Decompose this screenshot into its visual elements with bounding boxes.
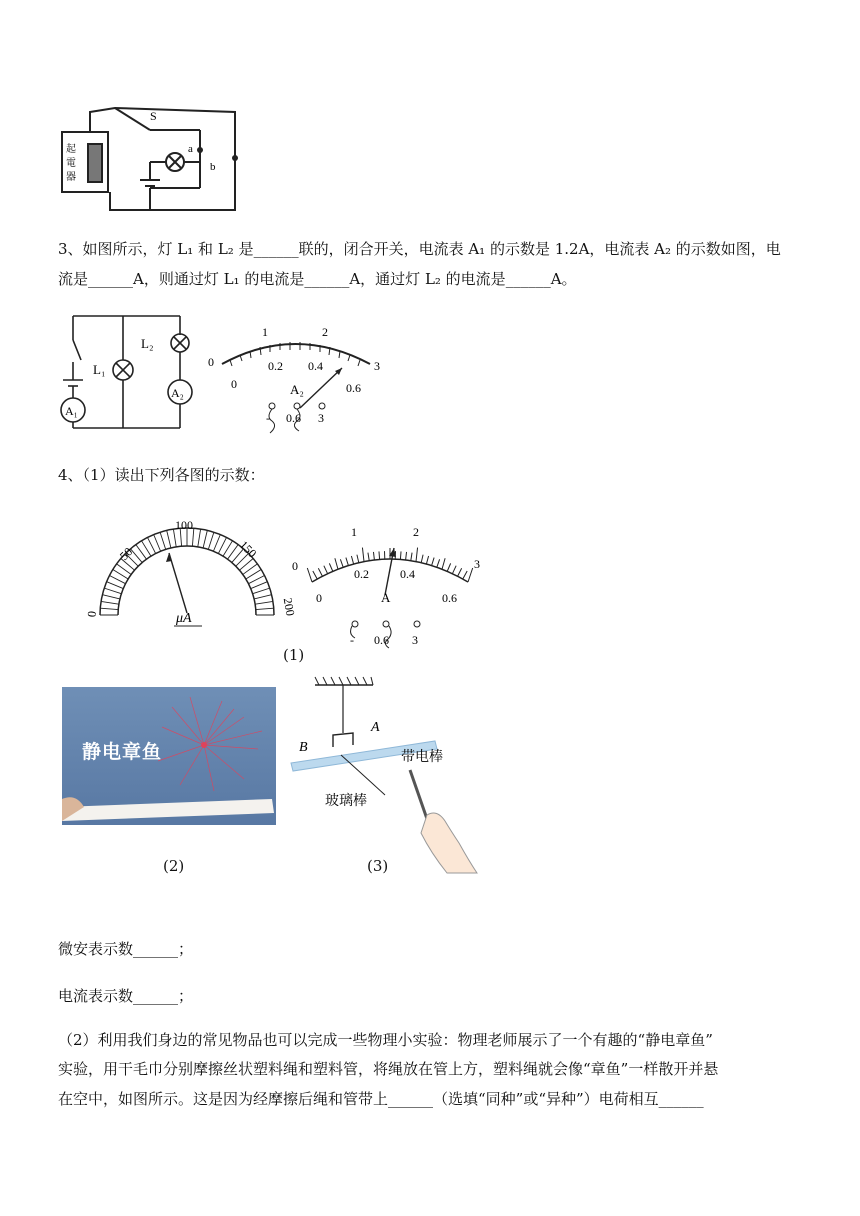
q3-bottom-scale-0: 0	[231, 377, 237, 391]
ammeter-tick	[426, 556, 428, 564]
caption-3: (3)	[367, 857, 389, 875]
q3-top-scale-0: 0	[208, 355, 214, 369]
micro-tick	[255, 601, 273, 604]
micro-tick	[154, 535, 161, 552]
micro-scale-0: 0	[84, 610, 99, 618]
micro-scale-100: 100	[175, 518, 193, 532]
ammeter-tick	[351, 556, 353, 564]
device-label-1: 起	[66, 144, 76, 155]
q4-ammeter	[290, 520, 490, 655]
q3-bottom-scale-3: 0.6	[346, 381, 361, 395]
micro-tick	[248, 576, 264, 584]
ammeter-tick	[458, 568, 462, 576]
q3-terminal-06: 0.6	[286, 411, 301, 425]
label-A1: A₁	[65, 404, 78, 418]
micro-tick	[107, 582, 124, 589]
q3-top-scale-3: 3	[374, 359, 380, 373]
ammeter-tick	[340, 559, 343, 567]
switch-label: S	[150, 109, 157, 123]
ammeter-tick	[346, 558, 348, 566]
point-a-label: a	[188, 143, 193, 155]
micro-tick	[102, 595, 120, 599]
ammeter-tick	[379, 551, 380, 559]
amm-bottom-scale-1: 0.2	[354, 567, 369, 581]
ammeter-tick	[421, 555, 423, 563]
ammeter-tick	[357, 555, 359, 563]
q4-part2-line-3: 在空中，如图所示。这是因为经摩擦后绳和管带上______（选填“同种”或“异种”）电荷相互______	[58, 1090, 704, 1108]
q3-terminal-neg: -	[266, 411, 270, 425]
micro-tick	[256, 608, 274, 609]
micro-tick	[160, 532, 166, 549]
micro-scale-150: 150	[236, 537, 260, 561]
amm-top-scale-0: 0	[292, 559, 298, 573]
ammeter-tick	[368, 553, 369, 561]
micro-tick	[218, 537, 226, 553]
caption-1: (1)	[283, 646, 305, 664]
micro-tick	[213, 535, 220, 552]
ammeter-tick	[400, 551, 401, 559]
amm-terminal-06: 0.6	[374, 633, 389, 647]
ammeter-tick	[416, 548, 418, 562]
q3-terminal-3: 3	[318, 411, 324, 425]
ammeter-tick	[373, 552, 374, 560]
charged-rod-figure	[285, 675, 485, 875]
q3-ammeter	[200, 318, 390, 438]
q3-top-scale-2: 2	[322, 325, 328, 339]
q3-bottom-scale-2: 0.4	[308, 359, 323, 373]
ammeter-tick	[442, 558, 445, 569]
microammeter-answer: 微安表示数______；	[58, 940, 194, 958]
amm-top-scale-1: 1	[351, 525, 357, 539]
ammeter-tick	[318, 568, 322, 576]
micro-tick	[104, 588, 121, 594]
ammeter-answer: 电流表示数______；	[58, 987, 194, 1005]
micro-tick	[100, 608, 118, 609]
q4-heading: 4、（1）读出下列各图的示数：	[58, 466, 265, 484]
micro-scale-50: 50	[116, 544, 136, 564]
ammeter-tick	[447, 563, 450, 571]
micro-tick	[253, 588, 270, 594]
micro-tick	[167, 530, 171, 548]
micro-tick	[148, 537, 156, 553]
device-label-3: 器	[66, 172, 76, 183]
micro-tick	[101, 601, 119, 604]
q3-line-1: 3、如图所示，灯 L₁ 和 L₂ 是______联的，闭合开关，电流表 A₁ 的示数是 1.2A，电流表 A₂ 的示数如图，电	[58, 240, 781, 258]
ammeter-tick	[411, 553, 412, 561]
microammeter	[82, 515, 298, 635]
amm-top-scale-2: 2	[413, 525, 419, 539]
q4-part2-line-1: （2）利用我们身边的常见物品也可以完成一些物理小实验：物理老师展示了一个有趣的“静电章鱼”	[58, 1031, 713, 1049]
micro-tick	[198, 529, 201, 547]
ammeter-tick	[313, 571, 317, 579]
ammeter-tick	[437, 559, 440, 567]
ammeter-tick	[432, 558, 434, 566]
micro-tick	[254, 595, 272, 599]
ammeter-tick	[463, 571, 467, 579]
photo-title: 静电章鱼	[82, 741, 163, 763]
point-b-label: b	[210, 161, 216, 173]
micro-scale-200: 200	[280, 596, 298, 617]
q3-bottom-scale-1: 0.2	[268, 359, 283, 373]
ammeter-tick	[362, 548, 364, 562]
amm-name: A	[381, 590, 391, 605]
micro-tick	[109, 576, 125, 584]
ammeter-tick	[324, 566, 328, 574]
q3-meter-name: A₂	[290, 382, 304, 397]
amm-bottom-scale-3: 0.6	[442, 591, 457, 605]
amm-bottom-scale-2: 0.4	[400, 567, 415, 581]
ammeter-tick	[329, 563, 332, 571]
label-L1: L₁	[93, 362, 106, 377]
micro-tick	[251, 582, 268, 589]
q3-top-scale-1: 1	[262, 325, 268, 339]
ammeter-tick	[452, 566, 456, 574]
amm-terminal-3: 3	[412, 633, 418, 647]
ammeter-tick	[307, 568, 312, 582]
ammeter-tick	[468, 568, 473, 582]
ammeter-tick	[335, 558, 338, 569]
label-L2: L₂	[141, 336, 154, 351]
q3-circuit-diagram	[55, 310, 190, 435]
ammeter-tick	[406, 552, 407, 560]
glass-rod-label: 玻璃棒	[325, 794, 367, 809]
q4-part2-line-2: 实验，用干毛巾分别摩擦丝状塑料绳和塑料管，将绳放在管上方，塑料绳就会像“章鱼”一样散开并悬	[58, 1060, 719, 1078]
label-B: B	[299, 740, 308, 755]
q3-line-2: 流是______A，则通过灯 L₁ 的电流是______A，通过灯 L₂ 的电流是______A。	[58, 270, 577, 288]
top-circuit-figure	[60, 100, 245, 218]
micro-tick	[208, 532, 214, 549]
caption-2: (2)	[163, 857, 185, 875]
label-A: A	[371, 720, 380, 735]
micro-tick	[203, 530, 207, 548]
micro-unit: μA	[176, 611, 192, 626]
amm-terminal-neg: -	[350, 633, 354, 647]
amm-top-scale-3: 3	[474, 557, 480, 571]
device-label-2: 電	[66, 158, 76, 169]
amm-bottom-scale-0: 0	[316, 591, 322, 605]
static-octopus-photo	[62, 687, 276, 825]
label-A2: A₂	[171, 386, 184, 400]
charged-rod-label: 带电棒	[401, 750, 443, 765]
